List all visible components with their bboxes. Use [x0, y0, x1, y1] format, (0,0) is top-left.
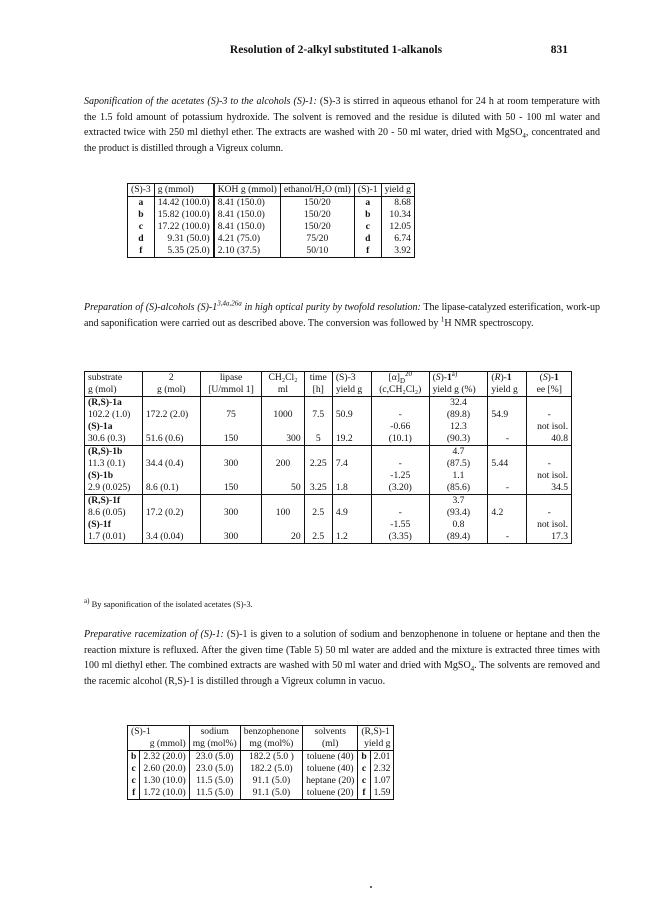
resolution-heading: Preparation of (S)-alcohols $(S)-1^{3,4a,26a}$ in high optical purity by twofold resolution:	[84, 299, 421, 313]
saponification-table	[127, 183, 415, 258]
table-header-row: substrate 2 lipase CH₂Cl₂ time (S)-3 $[\alpha]_D^{20}$ (S)-1$^{a)}$ (R)-1 (S)-1	[85, 372, 572, 385]
table-header-row: g (mol) g (mol) [U/mmol 1] ml [h] yield g (c,CH₂Cl₂) yield g (%) yield g ee [%]	[85, 384, 572, 397]
table-header-row: (S)-1 sodium benzophenone solvents (R,S)-1	[128, 726, 394, 739]
running-head: Resolution of 2-alkyl substituted 1-alkanols	[229, 44, 443, 56]
table-row: b 15.82 (100.0) 8.41 (150.0) 150/20 b 10.34	[128, 209, 415, 221]
table-row: 1.7 (0.01) 3.4 (0.04) 300 20 2.5 1.2 (3.35) (89.4) - 17.3	[85, 531, 572, 544]
table-row: (R,S)-1a 32.4	[85, 397, 572, 410]
table-row: c 17.22 (100.0) 8.41 (150.0) 150/20 c 12.05	[128, 221, 415, 233]
table-footnote: $^{a)}$ By saponification of the isolated acetates (S)-3.	[84, 597, 253, 609]
saponification-heading: Saponification of the acetates (S)-3 to the alcohols (S)-1:	[84, 96, 317, 107]
resolution-table	[84, 371, 572, 544]
table-header-row: g (mmol) mg (mol%) mg (mol%) (ml) yield g	[128, 738, 394, 751]
table-row: 2.9 (0.025) 8.6 (0.1) 150 50 3.25 1.8 (3.20) (85.6) - 34.5	[85, 482, 572, 495]
table-row: (R,S)-1b 4.7	[85, 446, 572, 459]
racemization-paragraph: Preparative racemization of (S)-1: (S)-1 is given to a solution of sodium and benzophenone in toluene or heptane and then the reaction mixture is refluxed. After the given time (Table 5) 50 ml water are added and the mixture is extracted three times with 100 ml diethyl ether. The combined extracts are washed with 50 ml water and dried with MgSO$_4$. The solvents are removed and the racemic alcohol (R,S)-1 is distilled through a Vigreux column in vacuo.	[84, 629, 600, 687]
table-row: (R,S)-1f 3.7	[85, 495, 572, 508]
table-row: (S)-1b -1.25 1.1 not isol.	[85, 470, 572, 482]
table-header-row: (S)-3 g (mmol) KOH g (mmol) ethanol/H₂O (ml) (S)-1 yield g	[128, 184, 415, 197]
saponification-paragraph: Saponification of the acetates (S)-3 to the alcohols (S)-1: (S)-3 is stirred in aqueous ethanol for 24 h at room temperature with the 1.5 fold amount of potassium hydroxide. The solvent is removed and the residue is diluted with 50 - 100 ml water and extracted twice with 250 ml diethyl ether. The extracts are washed with 20 - 50 ml water, dried with MgSO$_4$, concentrated and the product is distilled through a Vigreux column.	[84, 96, 601, 154]
page-mark	[370, 886, 372, 888]
table-row: 8.6 (0.05) 17.2 (0.2) 300 100 2.5 4.9 - (93.4) 4.2 -	[85, 507, 572, 519]
resolution-paragraph: Preparation of (S)-alcohols $(S)-1^{3,4a,26a}$ in high optical purity by twofold resolution: The lipase-catalyzed esterification, work-up and saponification were carried out as described above. The conversion was followed by $^1$H NMR spectroscopy.	[84, 299, 600, 329]
table-row: a 14.42 (100.0) 8.41 (150.0) 150/20 a 8.68	[128, 197, 415, 210]
page-number: 831	[550, 44, 568, 56]
racemization-table	[127, 725, 394, 800]
table-row: 102.2 (1.0) 172.2 (2.0) 75 1000 7.5 50.9 - (89.8) 54.9 -	[85, 409, 572, 421]
specific-rotation-header: $[\alpha]_D^{20}$	[388, 369, 412, 385]
table-row: f 5.35 (25.0) 2.10 (37.5) 50/10 f 3.92	[128, 245, 415, 258]
racemization-heading: Preparative racemization of (S)-1:	[84, 629, 224, 640]
table-row: d 9.31 (50.0) 4.21 (75.0) 75/20 d 6.74	[128, 233, 415, 245]
table-row: b 2.32 (20.0) 23.0 (5.0) 182.2 (5.0 ) toluene (40) b 2.01	[128, 751, 394, 764]
table-row: (S)-1a -0.66 12.3 not isol.	[85, 421, 572, 433]
table-row: 11.3 (0.1) 34.4 (0.4) 300 200 2.25 7.4 - (87.5) 5.44 -	[85, 458, 572, 470]
table-row: (S)-1f -1.55 0.8 not isol.	[85, 519, 572, 531]
table-row: 30.6 (0.3) 51.6 (0.6) 150 300 5 19.2 (10.1) (90.3) - 40.8	[85, 433, 572, 446]
table-row: f 1.72 (10.0) 11.5 (5.0) 91.1 (5.0) toluene (20) f 1.59	[128, 787, 394, 800]
table-row: c 2.60 (20.0) 23.0 (5.0) 182.2 (5.0) toluene (40) c 2.32	[128, 763, 394, 775]
table-row: c 1.30 (10.0) 11.5 (5.0) 91.1 (5.0) heptane (20) c 1.07	[128, 775, 394, 787]
